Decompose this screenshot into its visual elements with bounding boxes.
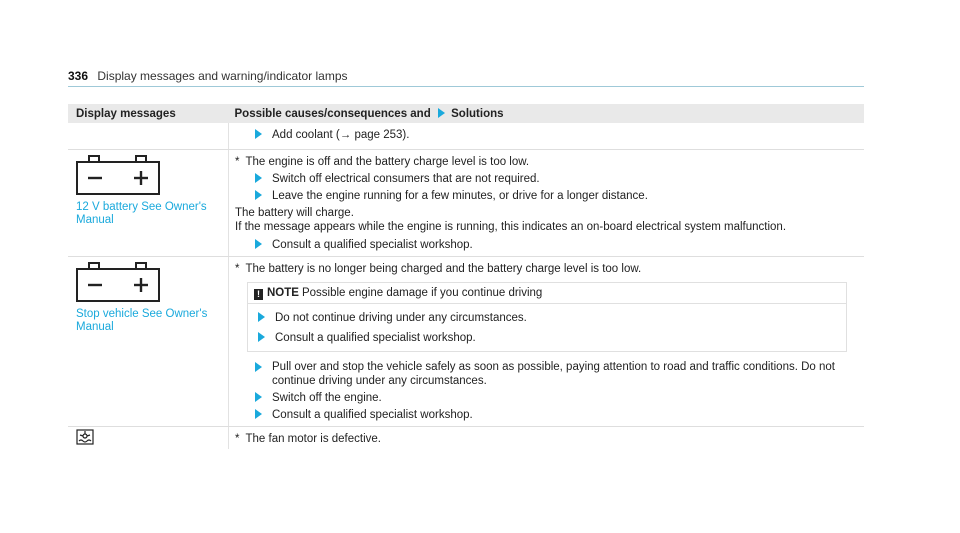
- display-messages-table: [68, 104, 864, 449]
- solution-arrow-icon: [255, 173, 262, 183]
- solution-arrow-icon: [258, 332, 265, 342]
- bullet-star: *: [235, 263, 240, 275]
- step-text: Switch off the engine.: [272, 392, 382, 404]
- step-text: Leave the engine running for a few minutes, or drive for a longer distance.: [272, 190, 648, 202]
- causes-cell: [229, 427, 865, 450]
- causes-cell: [229, 150, 865, 257]
- bullet-star: *: [235, 156, 240, 168]
- message-cell: [68, 427, 229, 450]
- solution-step: [235, 189, 858, 203]
- solution-step: [235, 238, 858, 252]
- table-row: [68, 150, 864, 257]
- step-text: Consult a qualified specialist workshop.: [272, 409, 473, 421]
- table-row: [68, 257, 864, 427]
- message-label: 12 V battery See Owner's Manual: [76, 201, 207, 226]
- cause-item: [235, 155, 858, 169]
- column-header-solutions-text: Solutions: [451, 107, 504, 120]
- solution-step: [258, 331, 846, 345]
- info-text: If the message appears while the engine is running, this indicates an on-board electrical system malfunction.: [235, 221, 787, 233]
- note-text: Possible engine damage if you continue driving: [301, 287, 543, 299]
- cause-item: [235, 262, 858, 276]
- solution-arrow-icon: [438, 108, 445, 118]
- table-row: [68, 427, 864, 450]
- result-text: The battery will charge.: [235, 207, 354, 219]
- message-cell: [68, 150, 229, 257]
- step-text: Pull over and stop the vehicle safely as soon as possible, paying attention to road and traffic conditions. Do not continue driving under any circumstances.: [272, 361, 835, 387]
- warning-icon: !: [254, 289, 263, 300]
- note-box: [247, 282, 847, 352]
- column-header-causes: [229, 104, 865, 123]
- battery-warning-icon: [76, 155, 160, 195]
- solution-arrow-icon: [258, 312, 265, 322]
- solution-arrow-icon: [255, 190, 262, 200]
- solution-arrow-icon: [255, 129, 262, 139]
- step-text: Consult a qualified specialist workshop.: [272, 239, 473, 251]
- note-body: [248, 304, 846, 351]
- step-text: Add coolant (→ page 253).: [272, 129, 410, 141]
- page-header: [68, 69, 348, 83]
- message-cell: [68, 123, 229, 150]
- solution-arrow-icon: [255, 392, 262, 402]
- step-text: Switch off electrical consumers that are not required.: [272, 173, 540, 185]
- note-header: [248, 283, 846, 304]
- bullet-star: *: [235, 433, 240, 445]
- note-title: NOTE: [267, 287, 299, 299]
- column-header-causes-text: Possible causes/consequences and: [234, 107, 431, 120]
- coolant-fan-icon: [76, 429, 94, 445]
- column-header-messages: Display messages: [68, 104, 229, 123]
- solution-step: [235, 408, 858, 422]
- cause-item: [235, 432, 858, 446]
- message-cell: [68, 257, 229, 427]
- causes-cell: [229, 257, 865, 427]
- solution-step: [235, 360, 858, 388]
- solution-step: [235, 172, 858, 186]
- solution-arrow-icon: [255, 362, 262, 372]
- table-header-row: [68, 104, 864, 123]
- cause-text: The engine is off and the battery charge level is too low.: [245, 156, 530, 168]
- battery-warning-icon: [76, 262, 160, 302]
- page-number: 336: [68, 69, 89, 83]
- solution-arrow-icon: [255, 409, 262, 419]
- cause-text: The fan motor is defective.: [245, 433, 381, 445]
- solution-step: [235, 128, 858, 142]
- causes-cell: [229, 123, 865, 150]
- table-row: [68, 123, 864, 150]
- step-text: Consult a qualified specialist workshop.: [275, 332, 476, 344]
- message-label: Stop vehicle See Owner's Manual: [76, 308, 208, 333]
- cause-text: The battery is no longer being charged and the battery charge level is too low.: [245, 263, 642, 275]
- header-rule: [68, 86, 864, 87]
- step-text: Do not continue driving under any circumstances.: [275, 312, 527, 324]
- solution-step: [258, 311, 846, 325]
- page-title: Display messages and warning/indicator lamps: [97, 69, 348, 83]
- solution-step: [235, 391, 858, 405]
- solution-arrow-icon: [255, 239, 262, 249]
